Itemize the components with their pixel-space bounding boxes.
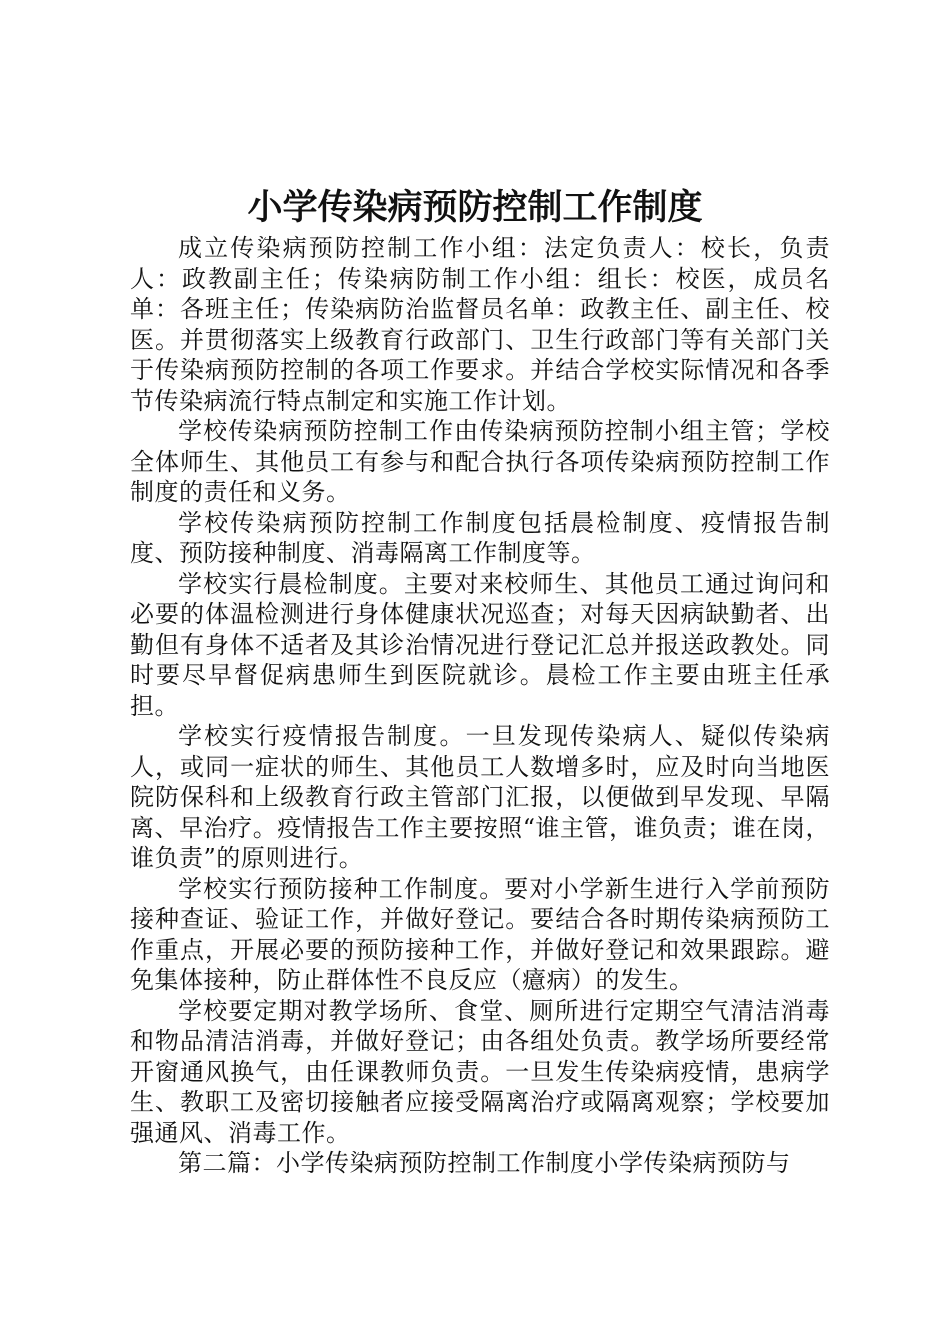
paragraph-system-scope: 学校传染病预防控制工作制度包括晨检制度、疫情报告制度、预防接种制度、消毒隔离工作制度等。 bbox=[130, 508, 830, 567]
paragraph-morning-check: 学校实行晨检制度。主要对来校师生、其他员工通过询问和必要的体温检测进行身体健康状况巡查；对每天因病缺勤者、出勤但有身体不适者及其诊治情况进行登记汇总并报送政教处。同时要尽早督促病患师生到医院就诊。晨检工作主要由班主任承担。 bbox=[130, 569, 830, 720]
paragraph-vaccination: 学校实行预防接种工作制度。要对小学新生进行入学前预防接种查证、验证工作，并做好登记。要结合各时期传染病预防工作重点，开展必要的预防接种工作，并做好登记和效果跟踪。避免集体接种，防止群体性不良反应（癔病）的发生。 bbox=[130, 874, 830, 994]
paragraph-second-part: 第二篇：小学传染病预防控制工作制度小学传染病预防与 bbox=[178, 1149, 791, 1177]
paragraph-group-setup: 成立传染病预防控制工作小组：法定负责人：校长，负责人：政教副主任；传染病防制工作小组：组长：校医，成员名单：各班主任；传染病防治监督员名单：政教主任、副主任、校医。并贯彻落实上级教育行政部门、卫生行政部门等有关部门关于传染病预防控制的各项工作要求。并结合学校实际情况和各季节传染病流行特点制定和实施工作计划。 bbox=[130, 234, 830, 415]
document-body bbox=[130, 233, 830, 1179]
paragraph-disinfection: 学校要定期对教学场所、食堂、厕所进行定期空气清洁消毒和物品清洁消毒，并做好登记；由各组处负责。教学场所要经常开窗通风换气，由任课教师负责。一旦发生传染病疫情，患病学生、教职工及密切接触者应接受隔离治疗或隔离观察；学校要加强通风、消毒工作。 bbox=[130, 996, 830, 1147]
paragraph-epidemic-report: 学校实行疫情报告制度。一旦发现传染病人、疑似传染病人，或同一症状的师生、其他员工人数增多时，应及时向当地医院防保科和上级教育行政主管部门汇报，以便做到早发现、早隔离、早治疗。疫情报告工作主要按照“谁主管，谁负责；谁在岗，谁负责”的原则进行。 bbox=[130, 722, 830, 872]
paragraph-responsibility: 学校传染病预防控制工作由传染病预防控制小组主管；学校全体师生、其他员工有参与和配合执行各项传染病预防控制工作制度的责任和义务。 bbox=[130, 417, 830, 506]
document-title: 小学传染病预防控制工作制度 bbox=[247, 187, 703, 228]
